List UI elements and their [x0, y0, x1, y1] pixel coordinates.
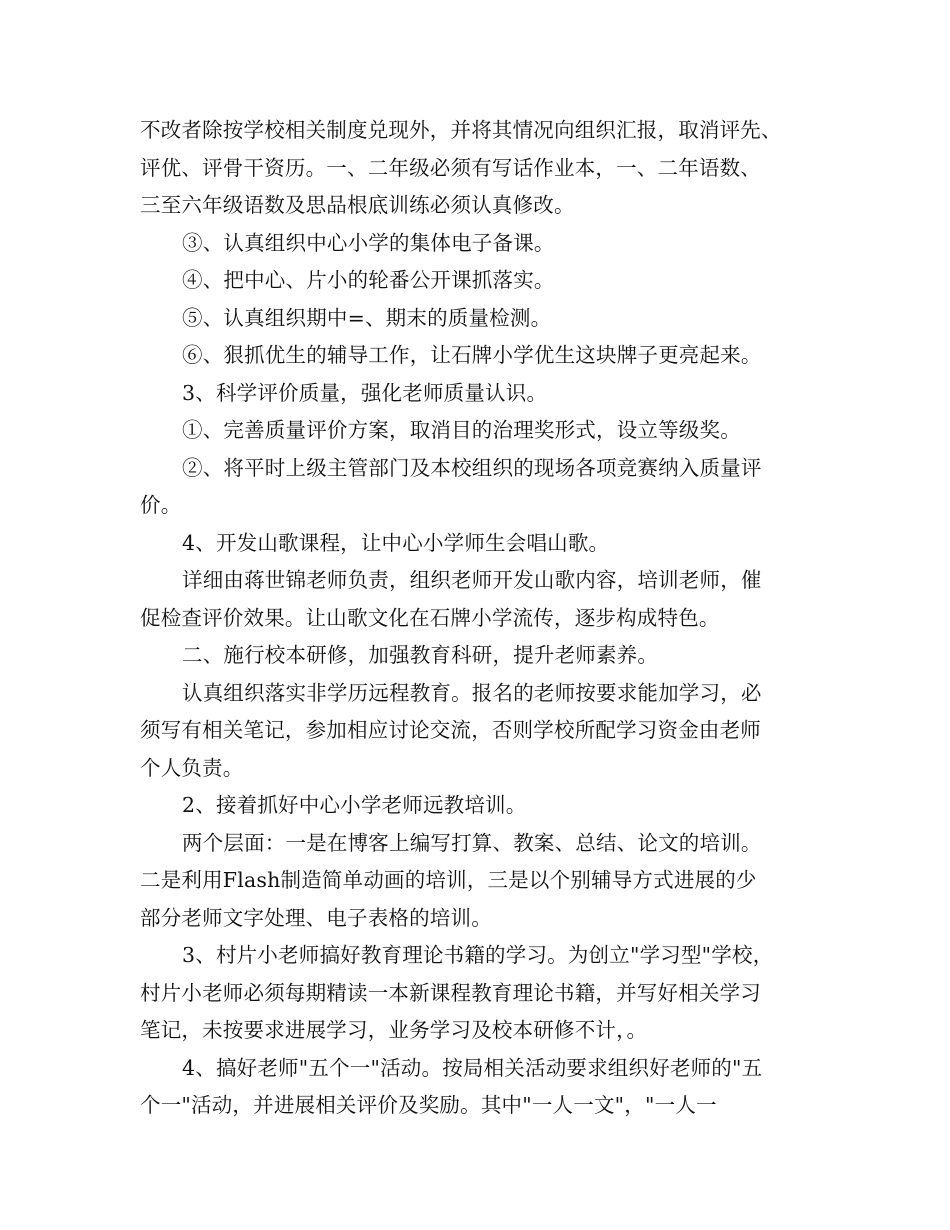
text-line: 2、接着抓好中心小学老师远教培训。 [182, 793, 527, 817]
text-line: 评优、评骨干资历。一、二年级必须有写话作业本，一、二年语数、 [140, 155, 761, 180]
text-line: 3、村片小老师搞好教育理论书籍的学习。为创立"学习型"学校， [182, 943, 774, 967]
text-line: 笔记，未按要求进展学习，业务学习及校本研修不计，。 [140, 1018, 648, 1042]
text-line: ①、完善质量评价方案，取消目的治理奖形式，设立等级奖。 [182, 418, 741, 442]
text-line: 两个层面：一是在博客上编写打算、教案、总结、论文的培训。 [182, 830, 762, 855]
text-line: ③、认真组织中心小学的集体电子备课。 [182, 230, 555, 255]
text-line: 个人负责。 [140, 755, 244, 780]
text-line: ②、将平时上级主管部门及本校组织的现场各项竞赛纳入质量评 [182, 455, 762, 480]
text-line: 村片小老师必须每期精读一本新课程教育理论书籍，并写好相关学习 [140, 980, 761, 1005]
text-line: 不改者除按学校相关制度兑现外，并将其情况向组织汇报，取消评先、 [140, 118, 782, 142]
text-line: 3、科学评价质量，强化老师质量认识。 [182, 380, 548, 405]
text-line: 促检查评价效果。让山歌文化在石牌小学流传，逐步构成特色。 [140, 605, 720, 630]
text-line: 详细由蒋世锦老师负责，组织老师开发山歌内容，培训老师，催 [182, 568, 762, 592]
document-body [140, 112, 830, 1125]
text-line: 二是利用Flash制造简单动画的培训，三是以个别辅导方式进展的少 [140, 868, 757, 892]
text-line: ⑤、认真组织期中=、期末的质量检测。 [182, 305, 552, 330]
text-line: 三至六年级语数及思品根底训练必须认真修改。 [140, 193, 575, 217]
text-line: 4、开发山歌课程，让中心小学师生会唱山歌。 [182, 530, 610, 555]
text-line: ④、把中心、片小的轮番公开课抓落实。 [182, 268, 555, 292]
text-line: ⑥、狠抓优生的辅导工作，让石牌小学优生这块牌子更亮起来。 [182, 343, 762, 367]
text-line: 认真组织落实非学历远程教育。报名的老师按要求能加学习，必 [182, 680, 762, 705]
text-line: 个一"活动，并进展相关评价及奖励。其中"一人一文"，"一人一 [140, 1093, 717, 1117]
text-line: 部分老师文字处理、电子表格的培训。 [140, 905, 492, 930]
text-line: 二、施行校本研修，加强教育科研，提升老师素养。 [182, 643, 659, 667]
text-line: 须写有相关笔记，参加相应讨论交流，否则学校所配学习资金由老师 [140, 718, 761, 742]
text-line: 4、搞好老师"五个一"活动。按局相关活动要求组织好老师的"五 [182, 1055, 763, 1080]
text-line: 价。 [140, 493, 182, 517]
